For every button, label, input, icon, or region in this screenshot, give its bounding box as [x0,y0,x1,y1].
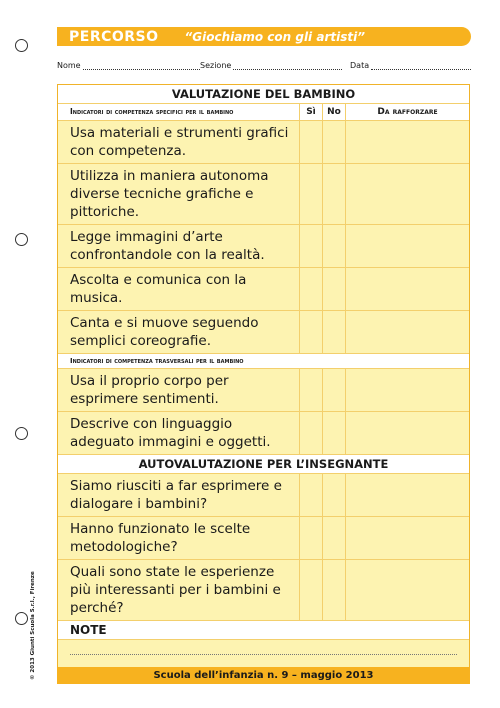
table-row [58,368,469,411]
indicator-text: Ascolta e comunica con la musica. [70,272,247,306]
indicator-text: Utilizza in maniera autonoma diverse tecniche grafiche e pittoriche. [70,168,269,220]
table-row [58,473,469,516]
name-line [83,61,200,70]
section-title: AUTOVALUTAZIONE PER L’INSEGNANTE [138,457,389,471]
checkbox-si[interactable] [299,369,322,411]
checkbox-no[interactable] [322,412,345,454]
column-header-no: No [322,104,345,120]
table-row [58,559,469,620]
indicator-text: Legge immagini d’arte confrontandole con la realtà. [70,229,265,263]
notes-title: NOTE [58,621,469,639]
checkbox-da-rafforzare[interactable] [345,369,469,411]
checkbox-da-rafforzare[interactable] [345,412,469,454]
date-label: Data [350,61,370,70]
question-text: Siamo riusciti a far esprimere e dialogare i bambini? [70,478,282,512]
name-label: Nome [57,61,81,70]
copyright-text: © 2013 Giunti Scuola S.r.l., Firenze [30,571,36,680]
question-text: Hanno funzionato le scelte metodologiche? [70,521,251,555]
checkbox-da-rafforzare[interactable] [345,517,469,559]
checkbox-si[interactable] [299,474,322,516]
subheader-transversal [58,353,469,368]
table-row [58,310,469,353]
checkbox-no[interactable] [322,369,345,411]
name-field[interactable] [57,61,200,70]
checkbox-no[interactable] [322,121,345,163]
table-row [58,163,469,224]
checkbox-da-rafforzare[interactable] [345,474,469,516]
checkbox-da-rafforzare[interactable] [345,268,469,310]
section-header-valutazione [58,85,469,103]
checkbox-si[interactable] [299,164,322,224]
section-title: VALUTAZIONE DEL BAMBINO [171,87,356,101]
checkbox-no[interactable] [322,517,345,559]
transversal-title: Indicatori di competenza trasversali per il bambino [58,354,469,368]
checkbox-da-rafforzare[interactable] [345,560,469,620]
title-bar [57,27,471,46]
percorso-label: PERCORSO [69,28,159,45]
column-header-da-rafforzare: Da rafforzare [345,104,469,120]
date-line [371,61,471,70]
checkbox-no[interactable] [322,268,345,310]
checkbox-no[interactable] [322,474,345,516]
indicator-text: Usa materiali e strumenti grafici con competenza. [70,125,289,159]
table-row [58,120,469,163]
checkbox-no[interactable] [322,560,345,620]
checkbox-si[interactable] [299,560,322,620]
date-field[interactable] [350,61,471,70]
question-text: Quali sono state le esperienze più interessanti per i bambini e perché? [70,564,281,616]
section-field[interactable] [200,61,350,70]
footer-bar [57,667,470,684]
page-title: “Giochiamo con gli artisti” [184,29,365,44]
footer-text: Scuola dell’infanzia n. 9 – maggio 2013 [153,670,374,681]
checkbox-si[interactable] [299,517,322,559]
column-header-indicators: Indicatori di competenza specifici per il bambino [70,107,234,116]
checkbox-si[interactable] [299,311,322,353]
checkbox-da-rafforzare[interactable] [345,225,469,267]
evaluation-table [57,84,470,674]
column-header-row [58,103,469,120]
table-row [58,516,469,559]
checkbox-si[interactable] [299,225,322,267]
binder-hole [15,233,28,246]
student-info-fields [57,58,471,70]
section-line [233,61,342,70]
notes-dotted-line [70,654,457,655]
binder-hole [15,427,28,440]
table-row [58,411,469,454]
indicator-text: Usa il proprio corpo per esprimere sentimenti. [70,373,229,407]
checkbox-si[interactable] [299,268,322,310]
column-header-si: Sì [299,104,322,120]
checkbox-da-rafforzare[interactable] [345,164,469,224]
table-row [58,224,469,267]
section-label: Sezione [200,61,232,70]
checkbox-no[interactable] [322,164,345,224]
table-row [58,267,469,310]
binder-hole [15,39,28,52]
indicator-text: Canta e si muove seguendo semplici coreografie. [70,315,259,349]
checkbox-no[interactable] [322,311,345,353]
section-header-autovalutazione [58,454,469,473]
checkbox-si[interactable] [299,121,322,163]
indicator-text: Descrive con linguaggio adeguato immagini e oggetti. [70,416,271,450]
checkbox-si[interactable] [299,412,322,454]
notes-header [58,620,469,639]
checkbox-no[interactable] [322,225,345,267]
checkbox-da-rafforzare[interactable] [345,121,469,163]
checkbox-da-rafforzare[interactable] [345,311,469,353]
binder-hole [15,612,28,625]
